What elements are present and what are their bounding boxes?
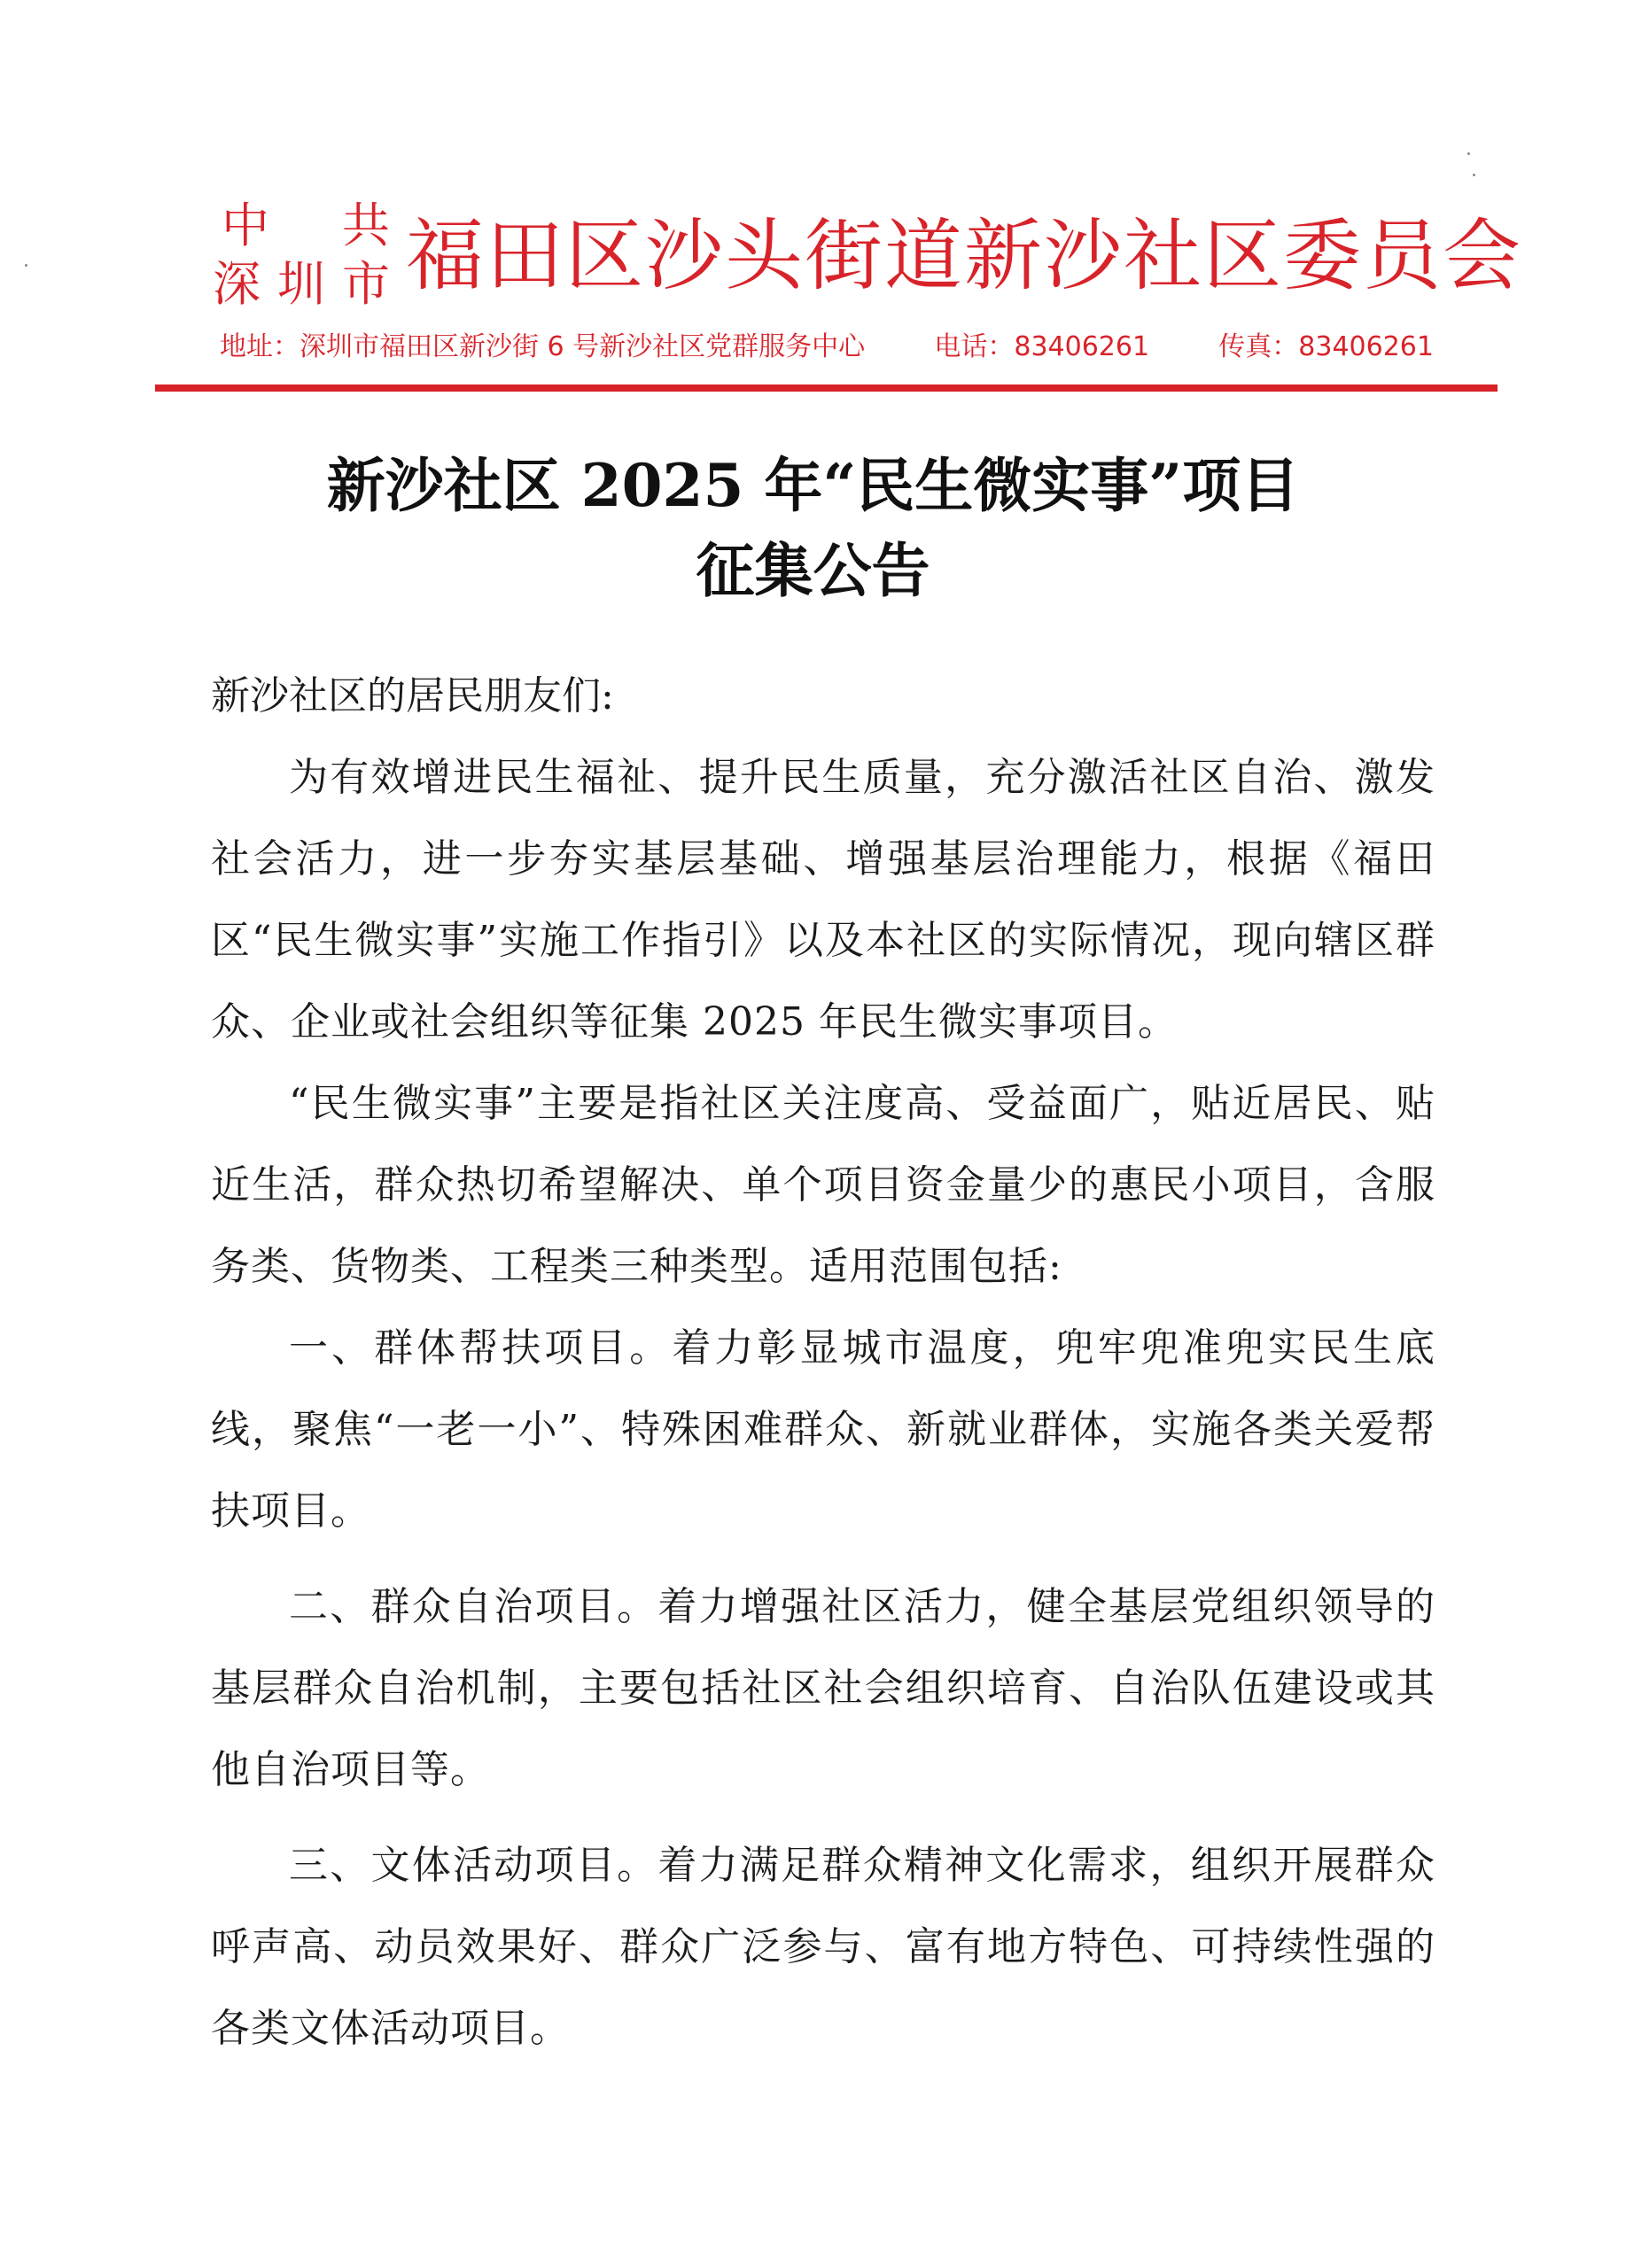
prefix-char: 中	[222, 198, 269, 253]
paragraph-intro: 为有效增进民生福祉、提升民生质量，充分激活社区自治、激发社会活力，进一步夯实基层基础、增强基层治理能力，根据《福田区“民生微实事”实施工作指引》以及本社区的实际情况，现向辖区群众、企业或社会组织等征集 2025 年民生微实事项目。	[211, 755, 1435, 1045]
prefix-char: 市	[342, 256, 390, 312]
scan-speck	[25, 264, 27, 267]
scan-speck	[1473, 174, 1475, 176]
title-line-1: 新沙社区 2025 年“民生微实事”项目	[326, 451, 1300, 520]
document-body	[211, 656, 1435, 2070]
letterhead-divider	[155, 384, 1498, 392]
letterhead-prefix	[213, 197, 390, 314]
prefix-char: 深	[213, 256, 261, 312]
contact-line	[220, 330, 1434, 365]
title-line-2: 征集公告	[696, 536, 930, 605]
paragraph-definition: “民生微实事”主要是指社区关注度高、受益面广，贴近居民、贴近生活，群众热切希望解决、单个项目资金量少的惠民小项目，含服务类、货物类、工程类三种类型。适用范围包括:	[211, 1081, 1435, 1289]
phone-number: 电话：83406261	[934, 331, 1150, 362]
paragraph-scope-2: 二、群众自治项目。着力增强社区活力，健全基层党组织领导的基层群众自治机制，主要包括社区社会组织培育、自治队伍建设或其他自治项目等。	[211, 1584, 1435, 1792]
address: 地址：深圳市福田区新沙街 6 号新沙社区党群服务中心	[220, 331, 866, 362]
prefix-char: 圳	[277, 256, 325, 312]
paragraph-scope-3: 三、文体活动项目。着力满足群众精神文化需求，组织开展群众呼声高、动员效果好、群众广泛参与、富有地方特色、可持续性强的各类文体活动项目。	[211, 1843, 1435, 2051]
paragraph-scope-1: 一、群体帮扶项目。着力彰显城市温度，兜牢兜准兜实民生底线，聚焦“一老一小”、特殊困难群众、新就业群体，实施各类关爱帮扶项目。	[211, 1325, 1435, 1534]
fax-number: 传真：83406261	[1218, 331, 1434, 362]
prefix-char: 共	[342, 198, 390, 253]
salutation: 新沙社区的居民朋友们:	[211, 673, 614, 718]
scan-speck	[1467, 152, 1470, 155]
organization-name: 福田区沙头街道新沙社区委员会	[406, 210, 1523, 301]
document-title	[0, 443, 1626, 613]
